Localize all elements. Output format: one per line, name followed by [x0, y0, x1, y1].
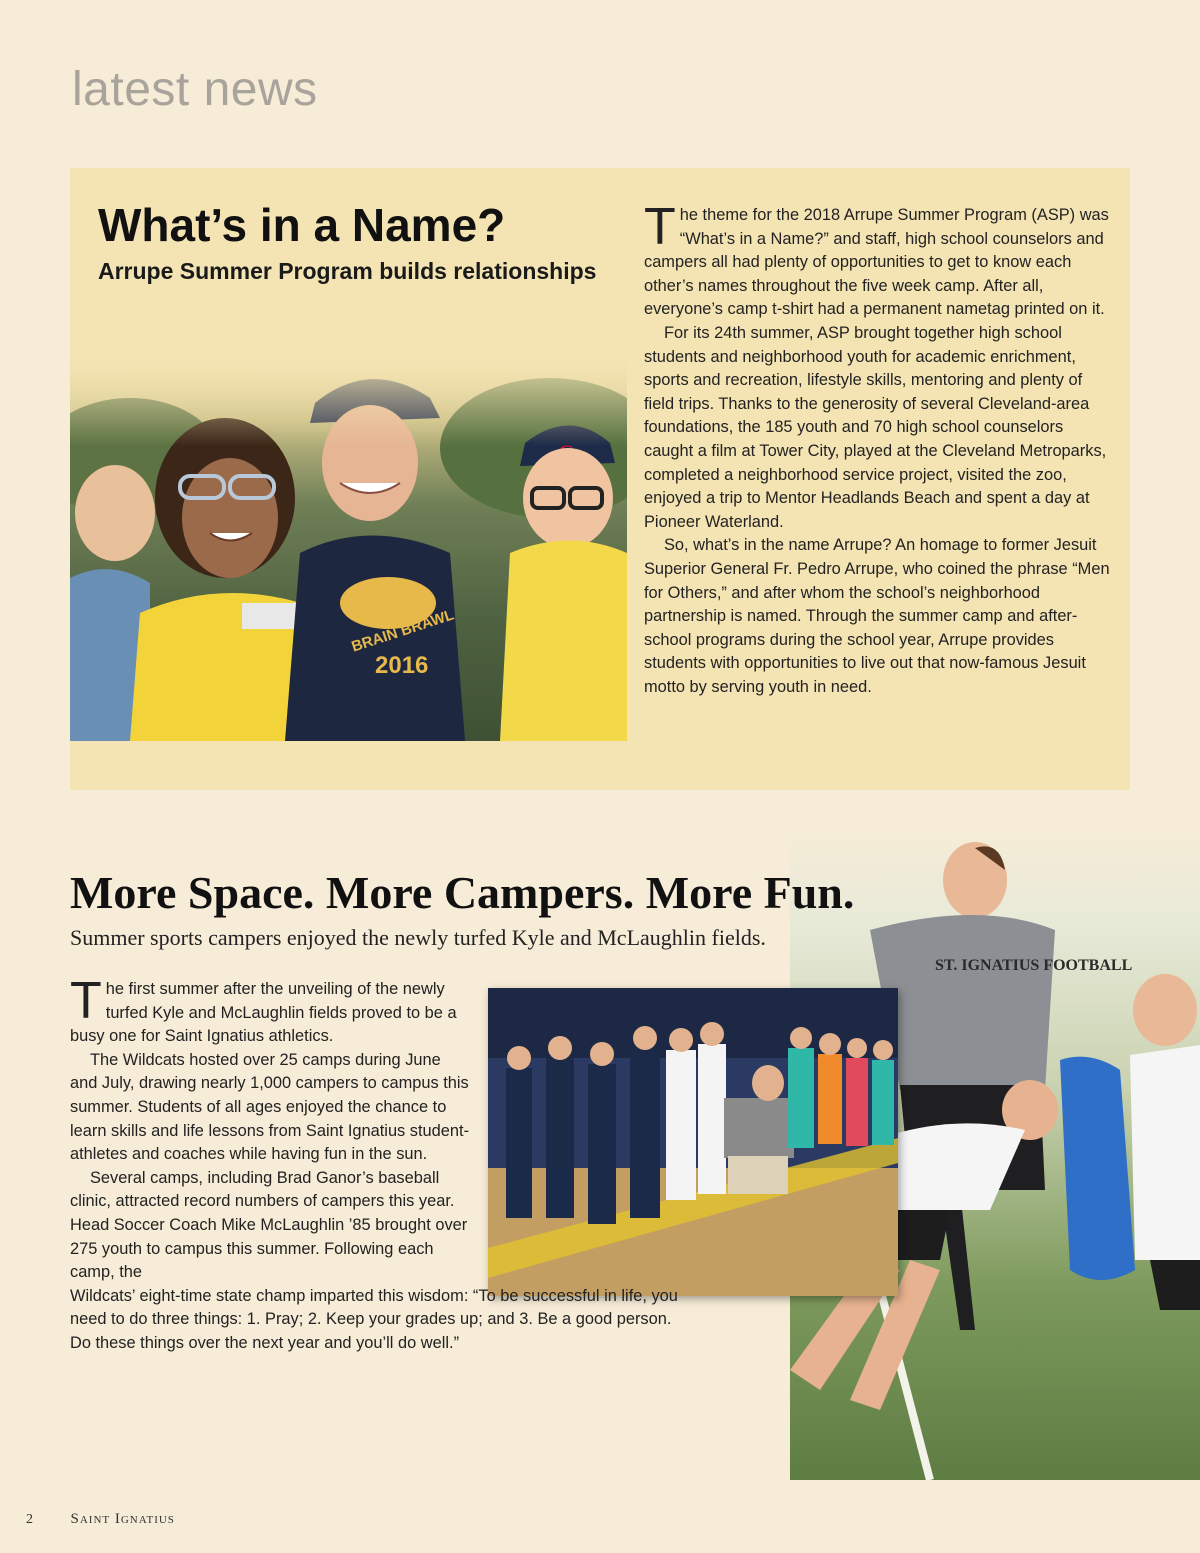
story-panel-arrupe: [70, 168, 1130, 790]
page-footer: [26, 1511, 175, 1528]
story-body: [70, 972, 690, 1356]
story-title: What’s in a Name?: [98, 199, 506, 251]
story-paragraph: The theme for the 2018 Arrupe Summer Program (ASP) was “What’s in a Name?” and staff, high school counselors and campers all had plenty of opportunities to get to know each other’s names throughout the five week camp. After all, everyone’s camp t-shirt had a permanent nametag printed on it.: [644, 198, 1109, 319]
story-subtitle: Summer sports campers enjoyed the newly turfed Kyle and McLaughlin fields.: [70, 925, 766, 950]
story-paragraph: For its 24th summer, ASP brought together high school students and neighborhood youth for academic enrichment, sports and recreation, lifestyle skills, mentoring and plenty of field trips. Thanks to the generosity of several Cleveland-area foundations, the 185 youth and 70 high school counselors caught a film at Tower City, played at the Cleveland Metroparks, completed a neighborhood service project, visited the zoo, enjoyed a trip to Mentor Headlands Beach and spent a day at Pioneer Waterland.: [644, 323, 1107, 531]
story-paragraph: The Wildcats hosted over 25 camps during June and July, drawing nearly 1,000 campers to campus this summer. Students of all ages enjoyed the chance to learn skills and life lessons from Saint Ignatius student-athletes and coaches while having fun in the sun.: [70, 1050, 470, 1164]
story-paragraph: The first summer after the unveiling of the newly turfed Kyle and McLaughlin fields proved to be a busy one for Saint Ignatius athletics.: [70, 972, 457, 1046]
drop-cap: T: [644, 198, 676, 256]
shirt-text: ST. IGNATIUS FOOTBALL: [935, 957, 1133, 974]
story-paragraph: Several camps, including Brad Ganor’s baseball clinic, attracted record numbers of campers this year. Head Soccer Coach Mike McLaughlin ’85 brought over 275 youth to campus this summer. Following each camp, the: [70, 1168, 468, 1282]
story-body-column: [70, 972, 470, 1285]
story-title: More Space. More Campers. More Fun.: [70, 867, 855, 918]
campers-photo-illustration: [70, 348, 627, 741]
publication-name: Saint Ignatius: [70, 1511, 175, 1527]
story-paragraph: Wildcats’ eight-time state champ imparted this wisdom: “To be successful in life, you need to do three things: 1. Pray; 2. Keep your grades up; and 3. Be a good person. Do these things over the next year and you’ll do well.”: [70, 1286, 678, 1352]
section-label: latest news: [72, 63, 318, 116]
story-subtitle: Arrupe Summer Program builds relationships: [98, 258, 597, 284]
drop-cap: T: [70, 972, 102, 1030]
story-paragraph: So, what’s in the name Arrupe? An homage to former Jesuit Superior General Fr. Pedro Arrupe, who coined the phrase “Men for Others,” and after whom the school’s neighborhood partnership is named. Through the summer camp and after-school programs during the school year, Arrupe provides students with opportunities to live out that now-famous Jesuit motto by serving youth in need.: [644, 536, 1110, 696]
story-body: [644, 198, 1114, 699]
campers-photo: [70, 348, 627, 741]
page-number: 2: [26, 1512, 33, 1527]
